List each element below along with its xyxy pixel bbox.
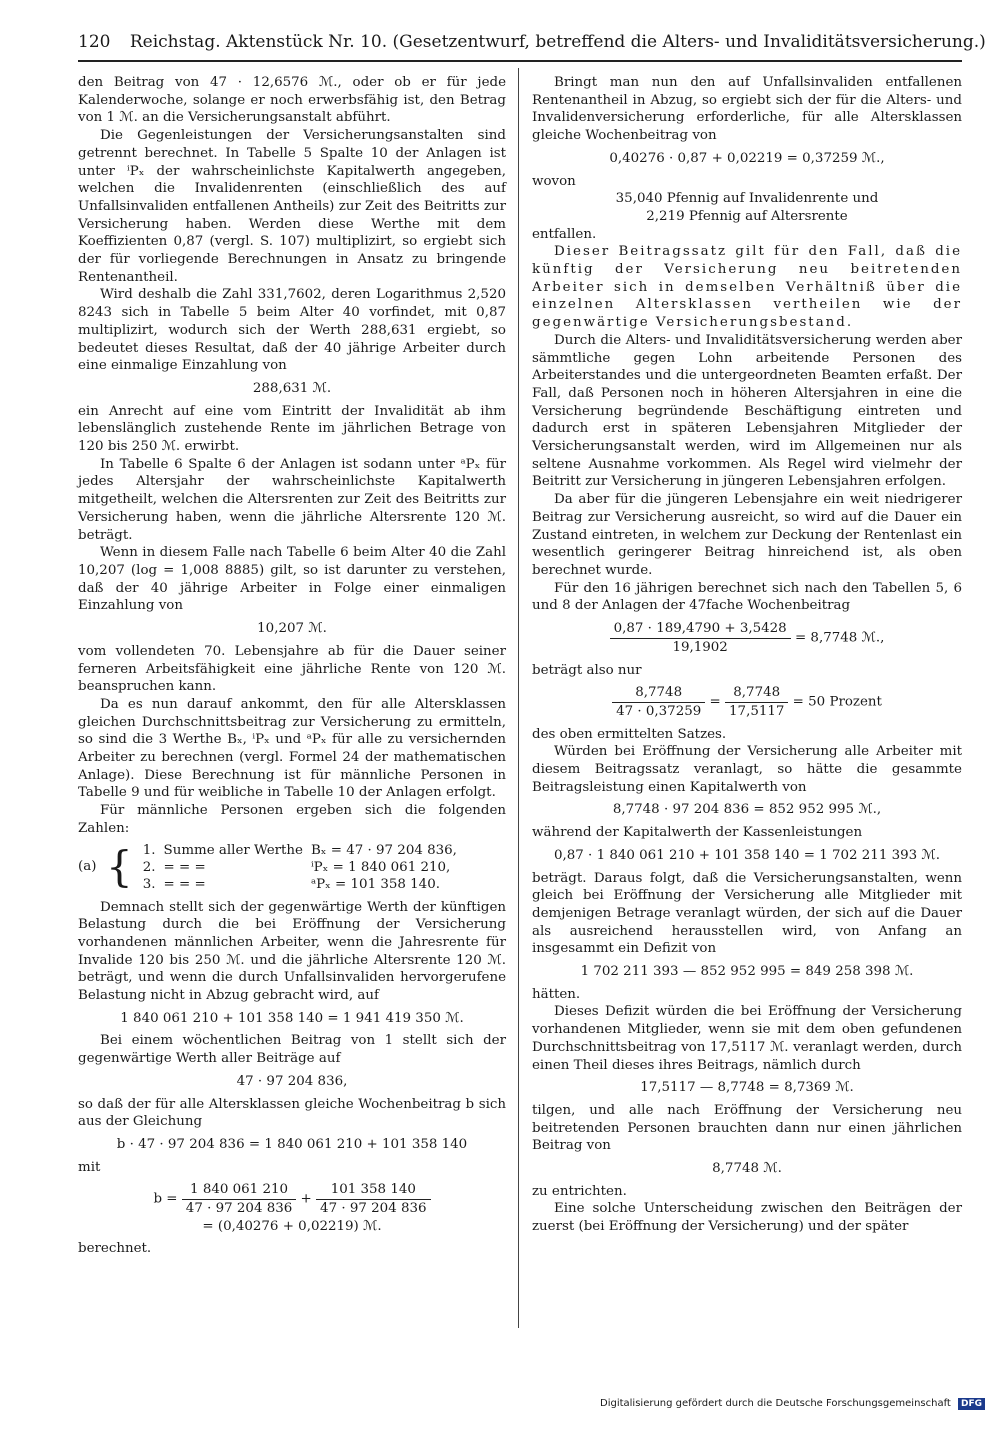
formula-line: 35,040 Pfennig auf Invalidenrente und bbox=[615, 191, 879, 207]
formula-result: = 50 Prozent bbox=[792, 694, 882, 710]
row-value: ᵃPₓ = 101 358 140. bbox=[310, 876, 440, 892]
operator: + bbox=[300, 1192, 312, 1208]
formula-line: 2,219 Pfennig auf Altersrente bbox=[646, 208, 848, 224]
paragraph: Die Gegenleistungen der Versicherungsanstalten sind getrennt berechnet. In Tabelle 5 Spalte 10 der Anlagen ist unter ⁱPₓ der wahrscheinlichste Kapitalwerth angegeben, welchen die Invalidenrenten (einschließlich des auf Unfallsinvaliden entfallenen Antheils) zur Zeit des Beitritts zur Versicherung haben. Werden diese Werthe mit dem Koeffizienten 0,87 (vergl. S. 107) multiplizirt, so ergiebt sich der für vorliegende Berechnungen in Ansatz zu bringende Rentenantheil. bbox=[78, 128, 506, 285]
system-row bbox=[139, 842, 461, 859]
fraction-formula bbox=[78, 1181, 506, 1235]
equation-system bbox=[78, 842, 506, 893]
formula: 0,40276 · 0,87 + 0,02219 = 0,37259 ℳ., bbox=[609, 150, 885, 166]
paragraph-spaced: Dieser Beitragssatz gilt für den Fall, daß die künftig der Versicherung neu beitretenden Arbeiter sich in demselben Verhältniß über die einzelnen Altersklassen vertheilen wie der gegenwärtige Versicherungsbestand. bbox=[532, 244, 962, 331]
footer-text: Digitalisierung gefördert durch die Deutsche Forschungsgemeinschaft bbox=[600, 1398, 951, 1409]
system-label: (a) bbox=[78, 859, 97, 875]
paragraph: Da es nun darauf ankommt, den für alle Altersklassen gleichen Durchschnittsbeitrag zur Versicherung zu ermitteln, so sind die 3 Werthe Bₓ, ⁱPₓ und ᵃPₓ für alle zu versichernden Arbeiter zu berechnen (vergl. Formel 24 der mathematischen Anlage). Diese Berechnung ist für männliche Personen in Tabelle 9 und für weibliche in Tabelle 10 der Anlagen erfolgt. bbox=[78, 696, 506, 801]
paragraph: ein Anrecht auf eine vom Eintritt der Invalidität ab ihm lebenslänglich zustehende Rente im jährlichen Betrage von 120 bis 250 ℳ. erwirbt. bbox=[78, 403, 506, 455]
paragraph: so daß der für alle Altersklassen gleiche Wochenbeitrag b sich aus der Gleichung bbox=[78, 1096, 506, 1130]
paragraph: mit bbox=[78, 1159, 101, 1175]
fraction bbox=[725, 684, 788, 720]
left-column bbox=[78, 74, 506, 1258]
formula-result: = (0,40276 + 0,02219) ℳ. bbox=[202, 1218, 382, 1234]
paragraph: Eine solche Unterscheidung zwischen den Beiträgen der zuerst (bei Eröffnung der Versicherung) und der später bbox=[532, 1201, 962, 1235]
formula: 288,631 ℳ. bbox=[252, 380, 332, 396]
paragraph: wovon bbox=[532, 173, 576, 189]
paragraph: zu entrichten. bbox=[532, 1183, 627, 1199]
denominator: 47 · 97 204 836 bbox=[320, 1201, 427, 1217]
formula: 10,207 ℳ. bbox=[257, 621, 327, 637]
paragraph: Würden bei Eröffnung der Versicherung alle Arbeiter mit diesem Beitragssatz veranlagt, so hätte die gesammte Beitragsleistung einen Kapitalwerth von bbox=[532, 744, 962, 795]
formula: 8,7748 · 97 204 836 = 852 952 995 ℳ., bbox=[612, 802, 882, 818]
numerator: 8,7748 bbox=[725, 684, 788, 703]
paragraph: Bei einem wöchentlichen Beitrag von 1 stellt sich der gegenwärtige Werth aller Beiträge auf bbox=[78, 1033, 506, 1067]
paragraph: tilgen, und alle nach Eröffnung der Versicherung neu beitretenden Personen brauchten dann nur einen jährlichen Beitrag von bbox=[532, 1102, 962, 1154]
formula: 0,87 · 1 840 061 210 + 101 358 140 = 1 702 211 393 ℳ. bbox=[553, 847, 940, 863]
formula: 17,5117 — 8,7748 = 8,7369 ℳ. bbox=[640, 1080, 854, 1096]
numerator: 8,7748 bbox=[612, 684, 705, 703]
row-text: = = = bbox=[163, 876, 206, 892]
denominator: 19,1902 bbox=[672, 639, 728, 655]
column-divider bbox=[518, 68, 519, 1328]
paragraph: beträgt also nur bbox=[532, 662, 642, 678]
operator: = bbox=[709, 694, 721, 710]
numerator: 1 840 061 210 bbox=[182, 1181, 296, 1200]
formula: 47 · 97 204 836, bbox=[236, 1073, 348, 1089]
paragraph: entfallen. bbox=[532, 226, 597, 242]
denominator: 47 · 97 204 836 bbox=[185, 1201, 293, 1217]
fraction bbox=[612, 684, 705, 720]
dfg-logo: DFG bbox=[958, 1398, 985, 1410]
paragraph: Für den 16 jährigen berechnet sich nach den Tabellen 5, 6 und 8 der Anlagen der 47fache Wochenbeitrag bbox=[532, 580, 962, 614]
fraction-formula bbox=[532, 620, 962, 656]
paragraph: Bringt man nun den auf Unfallsinvaliden entfallenen Rentenantheil in Abzug, so ergiebt sich der für die Alters- und Invalidenversicherung erforderliche, für alle Altersklassen gleiche Wochenbeitrag von bbox=[532, 75, 962, 144]
denominator: 17,5117 bbox=[729, 703, 785, 719]
formula-lhs: b = bbox=[153, 1192, 178, 1208]
page-number: 120 bbox=[78, 32, 111, 52]
formula-result: = 8,7748 ℳ., bbox=[794, 630, 885, 646]
page-header bbox=[78, 30, 986, 56]
paragraph: den Beitrag von 47 · 12,6576 ℳ., oder ob er für jede Kalenderwoche, solange er noch erwerbsfähig ist, den Betrag von 1 ℳ. an die Versicherungsanstalt abführt. bbox=[78, 75, 506, 126]
formula: 8,7748 ℳ. bbox=[712, 1161, 782, 1177]
paragraph: berechnet. bbox=[78, 1241, 152, 1257]
fraction bbox=[182, 1181, 296, 1217]
paragraph: Wird deshalb die Zahl 331,7602, deren Logarithmus 2,520 8243 sich in Tabelle 5 beim Alter 40 vorfindet, mit 0,87 multiplizirt, wodurch sich der Werth 288,631 ergiebt, so bedeutet dieses Resultat, daß der 40 jährige Arbeiter durch eine einmalige Einzahlung von bbox=[78, 287, 506, 374]
paragraph: hätten. bbox=[532, 986, 581, 1002]
fraction-formula bbox=[532, 684, 962, 720]
fraction bbox=[610, 620, 791, 656]
fraction bbox=[316, 1181, 430, 1217]
brace-icon: { bbox=[106, 842, 133, 892]
paragraph: des oben ermittelten Satzes. bbox=[532, 726, 727, 742]
denominator: 47 · 0,37259 bbox=[616, 703, 702, 719]
row-number: 3. bbox=[142, 876, 156, 892]
paragraph: Da aber für die jüngeren Lebensjahre ein weit niedrigerer Beitrag zur Versicherung ausreicht, so wird auf die Dauer ein Zustand eintreten, in welchem zur Deckung der Rentenlast ein wesentlich geringerer Beitrag hinreichend ist, als oben berechnet wurde. bbox=[532, 492, 962, 578]
paragraph: In Tabelle 6 Spalte 6 der Anlagen ist sodann unter ᵃPₓ für jedes Altersjahr der wahrscheinlichste Kapitalwerth mitgetheilt, welchen die Altersrenten zur Zeit des Beitritts zur Versicherung haben, wenn die jährliche Altersrente 120 ℳ. beträgt. bbox=[78, 456, 506, 543]
formula: b · 47 · 97 204 836 = 1 840 061 210 + 101 358 140 bbox=[116, 1136, 468, 1152]
formula: 1 840 061 210 + 101 358 140 = 1 941 419 350 ℳ. bbox=[120, 1010, 464, 1026]
right-column bbox=[532, 74, 962, 1236]
paragraph: Für männliche Personen ergeben sich die folgenden Zahlen: bbox=[78, 803, 506, 836]
system-row bbox=[139, 859, 461, 876]
paragraph: Durch die Alters- und Invaliditätsversicherung werden aber sämmtliche gegen Lohn arbeitende Personen des Arbeiterstandes und die untergeordneten Beamten erfaßt. Der Fall, daß Personen noch in höheren Altersjahren in eine die Versicherung begründende Beschäftigung eintreten und dadurch erst in späteren Lebensjahren Mitglieder der Versicherungsanstalt werden, wird im Allgemeinen nur als seltene Ausnahme vorkommen. Als Regel wird vielmehr der Beitritt zur Versicherung in jüngeren Lebensjahren erfolgen. bbox=[532, 332, 962, 490]
paragraph: beträgt. Daraus folgt, daß die Versicherungsanstalten, wenn gleich bei Eröffnung der Versicherung alle Mitglieder mit demjenigen Betrage veranlagt würden, der sich auf die Dauer als ausreichend herausstellen wird, von Anfang an insgesammt ein Defizit von bbox=[532, 870, 962, 957]
system-row bbox=[139, 876, 461, 893]
header-rule bbox=[78, 60, 962, 62]
row-number: 2. bbox=[142, 859, 156, 875]
row-text: Summe aller Werthe bbox=[163, 842, 303, 858]
numerator: 101 358 140 bbox=[316, 1181, 430, 1200]
paragraph: während der Kapitalwerth der Kassenleistungen bbox=[532, 825, 863, 841]
paragraph: Demnach stellt sich der gegenwärtige Werth der künftigen Belastung durch die bei Eröffnung der Versicherung vorhandenen männlichen Arbeiter, wenn die Jahresrente für Invalide 120 bis 250 ℳ. und die jährliche Altersrente 120 ℳ. beträgt, und wenn die durch Unfallsinvaliden hervorgerufene Belastung nicht in Abzug gebracht wird, auf bbox=[78, 899, 506, 1004]
paragraph: vom vollendeten 70. Lebensjahre ab für die Dauer seiner ferneren Arbeitsfähigkeit eine jährliche Rente von 120 ℳ. beanspruchen kann. bbox=[78, 643, 506, 695]
system-table bbox=[139, 842, 461, 893]
paragraph: Wenn in diesem Falle nach Tabelle 6 beim Alter 40 die Zahl 10,207 (log = 1,008 8885) gilt, so ist darunter zu verstehen, daß der 40 jährige Arbeiter in Folge einer einmaligen Einzahlung von bbox=[78, 545, 506, 614]
formula: 1 702 211 393 — 852 952 995 = 849 258 398 ℳ. bbox=[580, 964, 914, 980]
digitization-footer bbox=[600, 1398, 983, 1418]
running-title: Reichstag. Aktenstück Nr. 10. (Gesetzentwurf, betreffend die Alters- und Invaliditätsversicherung.) bbox=[129, 32, 986, 52]
row-number: 1. bbox=[142, 842, 156, 858]
row-value: ⁱPₓ = 1 840 061 210, bbox=[310, 859, 451, 875]
numerator: 0,87 · 189,4790 + 3,5428 bbox=[610, 620, 791, 639]
row-text: = = = bbox=[163, 859, 206, 875]
row-value: Bₓ = 47 · 97 204 836, bbox=[310, 842, 457, 858]
paragraph: Dieses Defizit würden die bei Eröffnung der Versicherung vorhandenen Mitglieder, wenn sie mit dem oben gefundenen Durchschnittsbeitrag von 17,5117 ℳ. veranlagt werden, durch einen Theil dieses ihres Beitrags, nämlich durch bbox=[532, 1004, 962, 1073]
